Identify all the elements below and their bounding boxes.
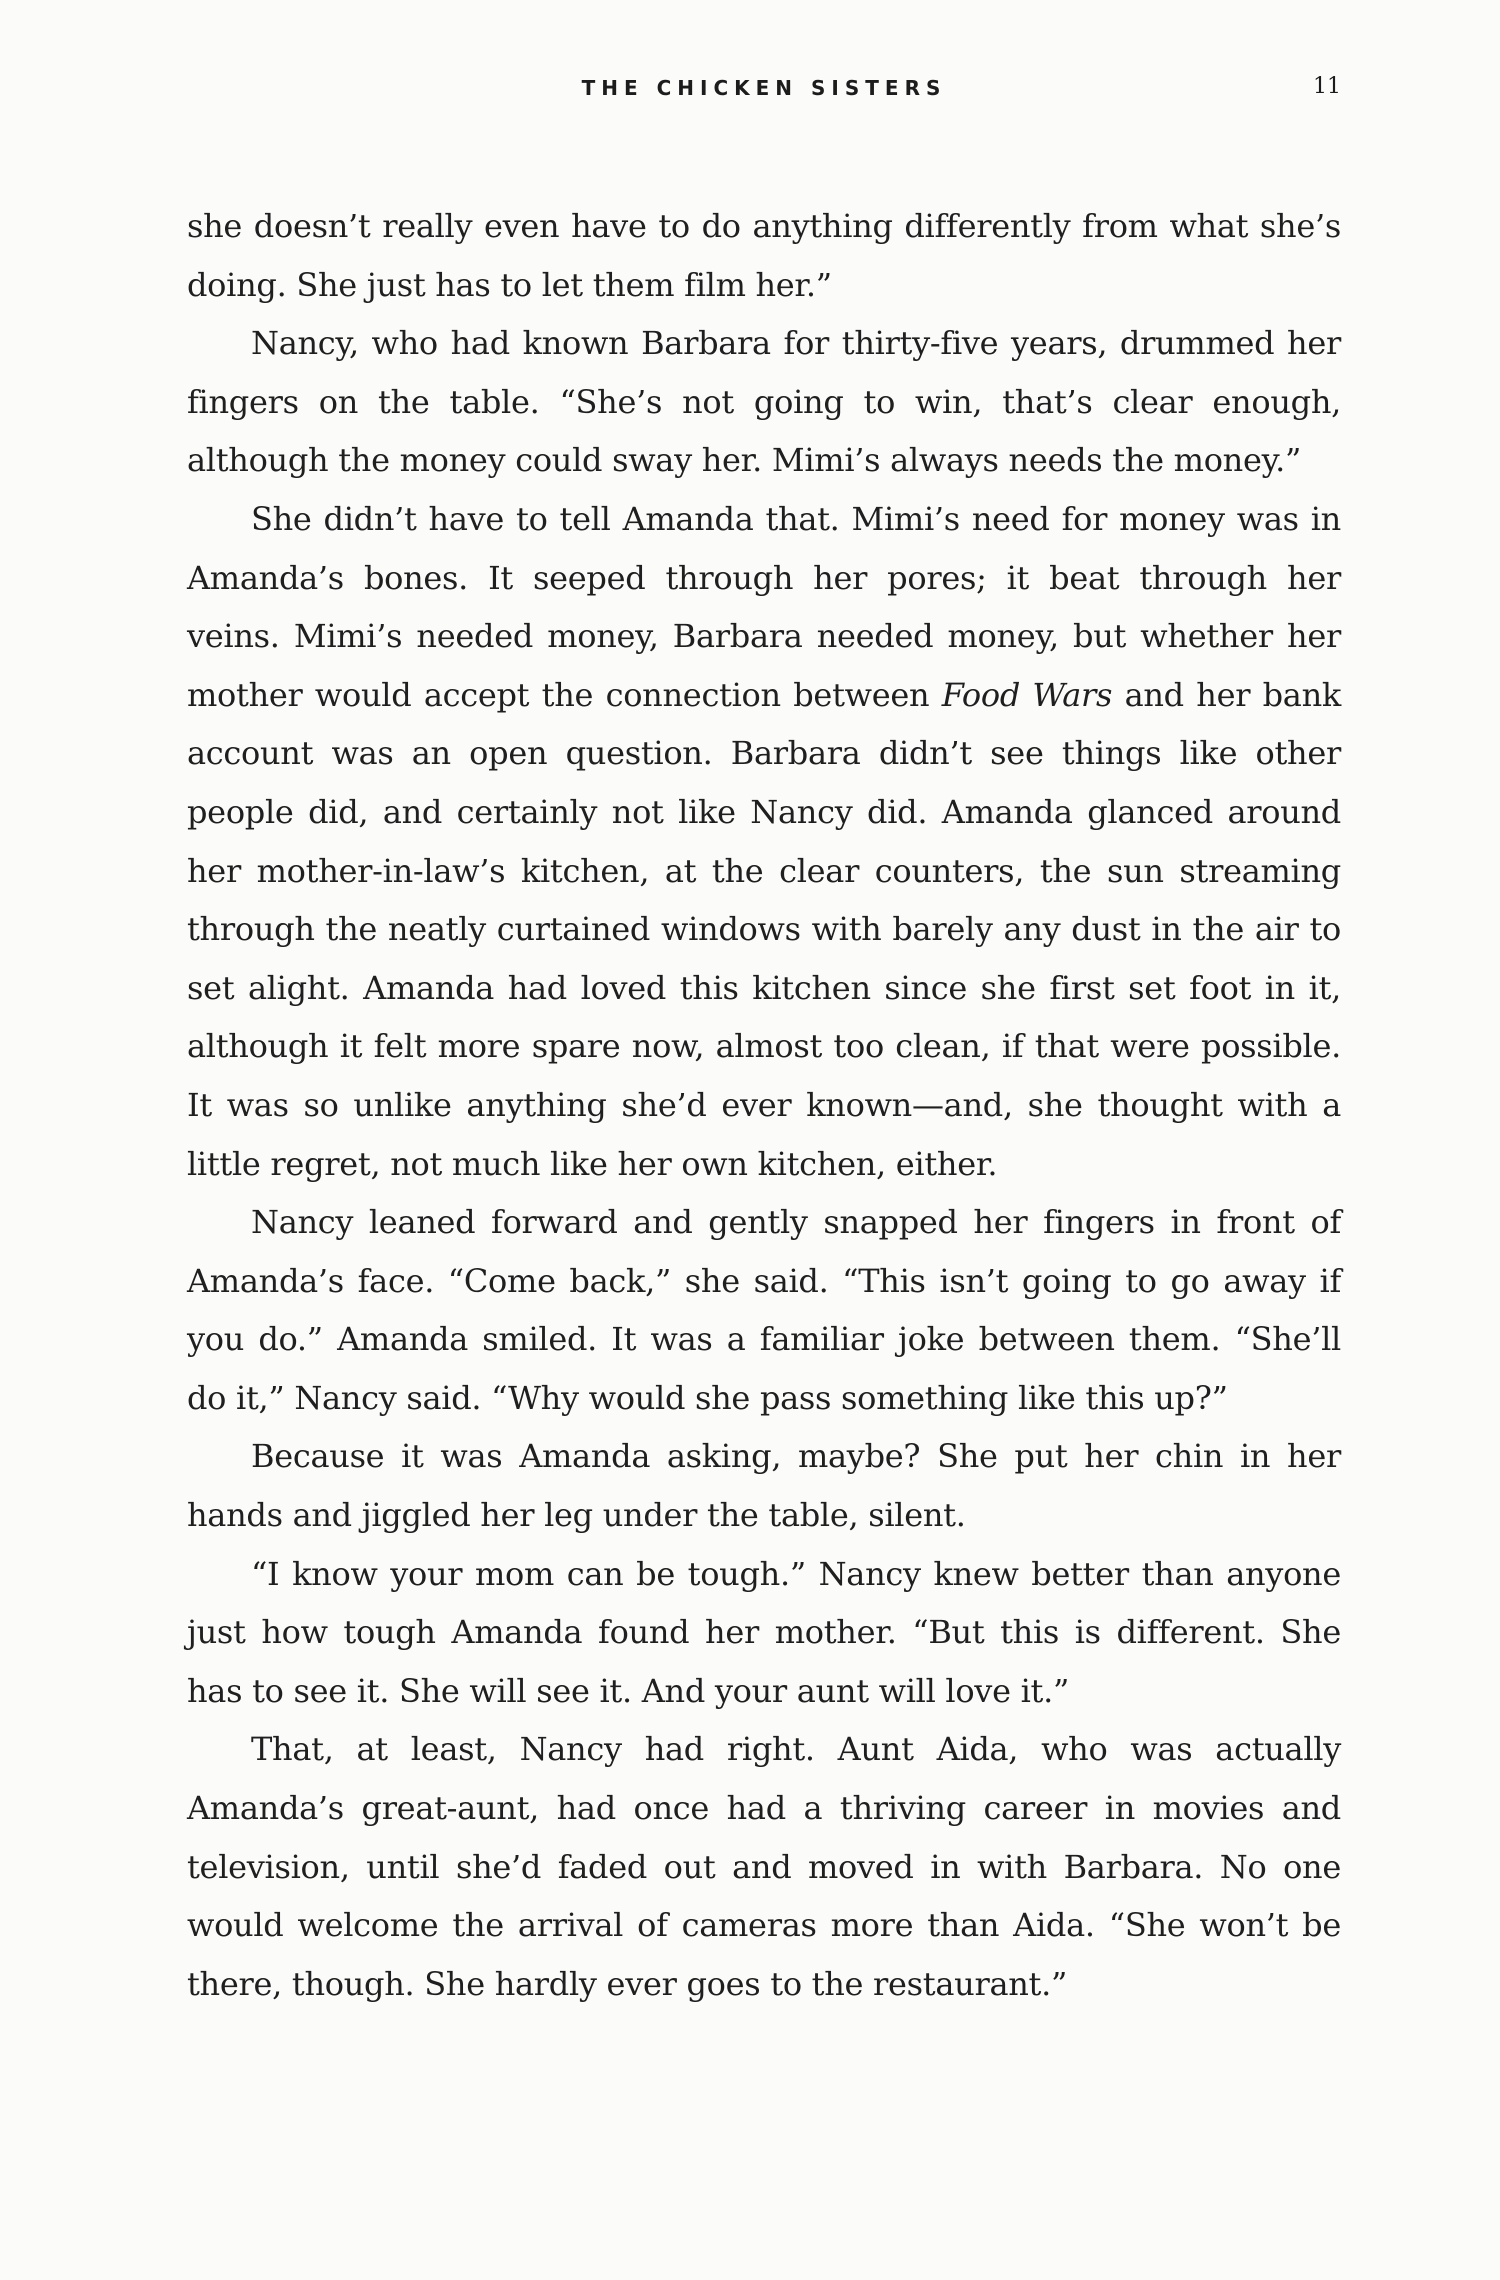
text-segment: Nancy leaned forward and gently snapped her fingers in front of Amanda’s face. “Come back,” she said. “This isn’t going to go away if you do.” Amanda smiled. It was a familiar joke between them. “She’ll do it,” Nancy said. “Why would she pass something like this up?” [187, 1203, 1341, 1417]
paragraph [187, 1720, 1341, 2013]
text-segment: She didn’t have to tell Amanda that. Mimi’s need for money was in Amanda’s bones. It seeped through her pores; it beat through her veins. Mimi’s needed money, Barbara needed money, but whether her mother would accept the connection between [187, 499, 1341, 714]
italic-title: Food Wars [941, 675, 1113, 714]
page-number: 11 [1313, 74, 1341, 99]
book-title: THE CHICKEN SISTERS [581, 76, 947, 100]
body-text [187, 197, 1341, 2013]
text-segment: “I know your mom can be tough.” Nancy knew better than anyone just how tough Amanda found her mother. “But this is different. She has to see it. She will see it. And your aunt will love it.” [187, 1554, 1341, 1710]
text-segment: That, at least, Nancy had right. Aunt Aida, who was actually Amanda’s great-aunt, had once had a thriving career in movies and television, until she’d faded out and moved in with Barbara. No one would welcome the arrival of cameras more than Aida. “She won’t be there, though. She hardly ever goes to the restaurant.” [187, 1730, 1341, 2003]
text-segment: Nancy, who had known Barbara for thirty-five years, drummed her fingers on the table. “She’s not going to win, that’s clear enough, although the money could sway her. Mimi’s always needs the money.” [187, 324, 1341, 480]
paragraph [187, 490, 1341, 1193]
paragraph [187, 314, 1341, 490]
paragraph [187, 1193, 1341, 1427]
text-segment: and her bank account was an open question. Barbara didn’t see things like other people did, and certainly not like Nancy did. Amanda glanced around her mother-in-law’s kitchen, at the clear counters, the sun streaming through the neatly curtained windows with barely any dust in the air to set alight. Amanda had loved this kitchen since she first set foot in it, although it felt more spare now, almost too clean, if that were possible. It was so unlike anything she’d ever known—and, she thought with a little regret, not much like her own kitchen, either. [187, 675, 1341, 1183]
paragraph [187, 1545, 1341, 1721]
text-segment: Because it was Amanda asking, maybe? She put her chin in her hands and jiggled her leg under the table, silent. [187, 1437, 1341, 1535]
paragraph [187, 197, 1341, 314]
text-segment: she doesn’t really even have to do anything differently from what she’s doing. She just has to let them film her.” [187, 207, 1341, 304]
paragraph [187, 1427, 1341, 1544]
running-head [187, 70, 1341, 110]
